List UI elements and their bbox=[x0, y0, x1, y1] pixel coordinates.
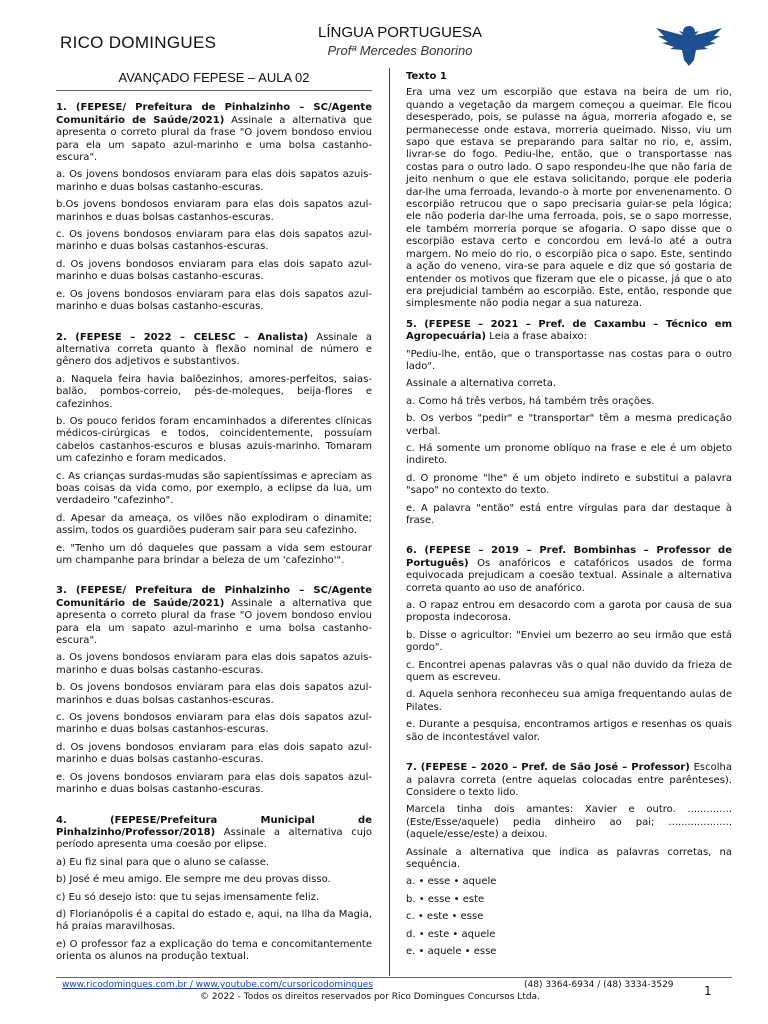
question-5-statement bbox=[406, 319, 732, 344]
question-7-text: Marcela tinha dois amantes: Xavier e outro. ..............(Este/Esse/aquele) pedia dinheiro ao pai; .................... (aquele/esse/este) a deixou. bbox=[406, 804, 732, 841]
question-3-source: 3. (FEPESE/ Prefeitura de Pinhalzinho – SC/Agente Comunitário de Saúde/2021) bbox=[56, 585, 372, 609]
question-7-source: 7. (FEPESE – 2020 – Pref. de São José – Professor) bbox=[406, 762, 690, 774]
footer-rule bbox=[56, 977, 732, 978]
page-header bbox=[0, 0, 768, 78]
option-1e: e. Os jovens bondosos enviaram para elas dois sapatos azul-marinho e duas bolsas castanho-escuras. bbox=[56, 288, 372, 313]
option-3a: a. Os jovens bondosos enviaram para elas dois sapatos azuis-marinho e duas bolsas castanho-escuras. bbox=[56, 652, 372, 676]
option-2b: b. Os pouco feridos foram encaminhados a diferentes clínicas médicos-cirúrgicas e todos, coincidentemente, possuíam cabelos castanhos-escuros e blusas azuis-marinho. Tomaram um cafezinho e foram medicados. bbox=[56, 415, 372, 465]
column-divider bbox=[389, 68, 390, 976]
eagle-logo-icon bbox=[654, 22, 724, 68]
option-4e: e) O professor faz a explicação do tema e concomitantemente orienta os alunos na produção textual. bbox=[56, 938, 372, 963]
question-6-stem: Os anafóricos e catafóricos usados de forma equivocada prejudicam a coesão textual. Assinale a alternativa correta quanto ao uso de anafórico. bbox=[406, 557, 732, 594]
left-column bbox=[56, 68, 372, 969]
footer-phone: (48) 3364-6934 / (48) 3334-3529 bbox=[524, 980, 674, 990]
question-7 bbox=[406, 762, 732, 958]
question-4-stem: Assinale a alternativa cujo período apresenta uma coesão por elipse. bbox=[56, 826, 372, 851]
option-5c: c. Há somente um pronome oblíquo na frase e ele é um objeto indireto. bbox=[406, 442, 732, 467]
question-5 bbox=[406, 319, 732, 528]
text-1-body: Era uma vez um escorpião que estava na beira de um rio, quando a vegetação da margem começou a queimar. Ele ficou desesperado, pois, se pulasse na água, morreria afogado e, se permanecesse onde estava, morreria queimado. Nisso, viu um sapo que estava se preparando para saltar no rio, e, assim, livrar-se do fogo. Pediu-lhe, então, que o transportasse nas costas para o outro lado. O sapo respondeu-lhe que não faria de jeito nenhum o que ele estava solicitando, porque ele poderia dar-lhe uma ferroada, levando-o à morte por envenenamento. O escorpião retrucou que o sapo precisaria guiar-se pela lógica; ele não poderia dar-lhe uma ferroada, pois, se o sapo morresse, ele também morreria porque se afogaria. O sapo disse que o escorpião estava certo e concordou em levá-lo até a outra margem. No meio do rio, o escorpião pica o sapo. Este, sentindo a ação do veneno, vira-se para aquele e diz que só gostaria de entender os motivos que fizeram que ele o picasse, já que o ato era prejudicial também ao escorpião. Este, então, responde que simplesmente não podia negar a sua natureza. bbox=[406, 87, 732, 310]
question-5-instruction: Assinale a alternativa correta. bbox=[406, 378, 557, 390]
right-column bbox=[406, 68, 732, 963]
option-5e: e. A palavra "então" está entre vírgulas para dar destaque à frase. bbox=[406, 502, 732, 526]
option-2d: d. Apesar da ameaça, os vilões não explodiram o dinamite; assim, todos os guardiões puderam sair para seu cafezinho. bbox=[56, 512, 372, 537]
option-7d: d. • este • aquele bbox=[406, 928, 496, 940]
option-1c: c. Os jovens bondosos enviaram para elas dois sapatos azul-marinho e duas bolsas castanhos-escuras. bbox=[56, 229, 372, 253]
footer-links[interactable]: www.ricodomingues.com.br / www.youtube.com/cursoricodomingues bbox=[62, 980, 374, 990]
footer-copyright: © 2022 - Todos os direitos reservados por Rico Domingues Concursos Ltda. bbox=[200, 992, 540, 1002]
question-7-instruction: Assinale a alternativa que indica as palavras corretas, na sequência. bbox=[406, 846, 732, 870]
question-3 bbox=[56, 585, 372, 796]
option-6a: a. O rapaz entrou em desacordo com a garota por causa de sua proposta indecorosa. bbox=[406, 600, 732, 624]
question-3-statement bbox=[56, 585, 372, 647]
question-3-stem: Assinale a alternativa que apresenta o correto plural da frase "O jovem bondoso enviou para ela um sapato azul-marinho e uma bolsa castanho-escura". bbox=[56, 597, 372, 647]
option-3b: b. Os jovens bondosos enviaram para elas dois sapatos azul-marinhos e duas bolsas castanhos-escuras. bbox=[56, 682, 372, 706]
option-7c: c. • este • esse bbox=[406, 911, 484, 923]
question-2-statement bbox=[56, 332, 372, 369]
option-5d: d. O pronome "lhe" é um objeto indireto e substitui a palavra "sapo" no contexto do texto. bbox=[406, 472, 732, 497]
question-2-stem: Assinale a alternativa correta quanto à flexão nominal de número e gênero dos adjetivos e substantivos. bbox=[56, 331, 373, 368]
lesson-title: AVANÇADO FEPESE – AULA 02 bbox=[118, 70, 310, 85]
option-7b: b. • esse • este bbox=[406, 893, 485, 905]
question-5-source: 5. (FEPESE – 2021 – Pref. de Caxambu – Técnico em Agropecuária) bbox=[406, 318, 732, 343]
question-4-statement bbox=[56, 815, 372, 852]
question-4 bbox=[56, 815, 372, 964]
question-4-source: 4. (FEPESE/Prefeitura Municipal de Pinhalzinho/Professor/2018) bbox=[56, 814, 372, 838]
question-1 bbox=[56, 102, 372, 313]
option-7e: e. • aquele • esse bbox=[406, 945, 497, 957]
brand-name: RICO DOMINGUES bbox=[60, 33, 217, 52]
option-4a: a) Eu fiz sinal para que o aluno se calasse. bbox=[56, 856, 270, 868]
option-1d: d. Os jovens bondosos enviaram para elas dois sapato azul-marinho e duas bolsas castanho-escuras. bbox=[56, 258, 372, 283]
question-5-stem: Leia a frase abaixo: bbox=[486, 331, 588, 343]
option-6b: b. Disse o agricultor: "Enviei um bezerro ao seu irmão que está gordo". bbox=[406, 629, 732, 654]
question-7-statement bbox=[406, 762, 732, 799]
question-6-statement bbox=[406, 545, 732, 595]
option-4c: c) Eu só desejo isto: que tu sejas imensamente feliz. bbox=[56, 891, 320, 903]
option-5a: a. Como há três verbos, há também três orações. bbox=[406, 395, 655, 407]
option-4b: b) José é meu amigo. Ele sempre me deu provas disso. bbox=[56, 874, 331, 886]
option-5b: b. Os verbos "pedir" e "transportar" têm a mesma predicação verbal. bbox=[406, 413, 732, 437]
teacher-name: Profª Mercedes Bonorino bbox=[327, 43, 473, 58]
question-1-stem: Assinale a alternativa que apresenta o correto plural da frase "O jovem bondoso enviou para ela um sapato azul-marinho e uma bolsa castanho-escura". bbox=[56, 114, 372, 164]
question-2 bbox=[56, 332, 372, 568]
question-6 bbox=[406, 545, 732, 744]
subject-title: LÍNGUA PORTUGUESA bbox=[318, 24, 482, 41]
question-2-source: 2. (FEPESE – 2022 – CELESC – Analista) bbox=[56, 331, 309, 343]
option-3e: e. Os jovens bondosos enviaram para elas dois sapatos azul-marinho e duas bolsas castanho-escuras. bbox=[56, 771, 372, 796]
option-3d: d. Os jovens bondosos enviaram para elas dois sapato azul-marinho e duas bolsas castanho-escuras. bbox=[56, 741, 372, 766]
page-number: 1 bbox=[704, 984, 712, 998]
option-3c: c. Os jovens bondosos enviaram para elas dois sapatos azul-marinho e duas bolsas castanhos-escuras. bbox=[56, 712, 372, 736]
option-6c: c. Encontrei apenas palavras vãs o qual não duvido da frieza de quem as escreveu. bbox=[406, 659, 732, 684]
option-6d: d. Aquela senhora reconheceu sua amiga frequentando aulas de Pilates. bbox=[406, 689, 732, 713]
option-4d: d) Florianópolis é a capital do estado e, aqui, na Ilha da Magia, há praias maravilhosas. bbox=[56, 908, 372, 933]
option-2a: a. Naquela feira havia balõezinhos, amores-perfeitos, saias-balão, pombos-correio, pés-de-moleques, beija-flores e cafezinhos. bbox=[56, 373, 372, 410]
option-2c: c. As crianças surdas-mudas são sapientíssimas e apreciam as boas coisas da vida como, por exemplo, a eclipse da lua, um verdadeiro "cafezinho". bbox=[56, 470, 372, 507]
question-1-statement bbox=[56, 102, 372, 164]
option-1a: a. Os jovens bondosos enviaram para elas dois sapatos azuis-marinho e duas bolsas castanho-escuras. bbox=[56, 169, 372, 193]
option-7a: a. • esse • aquele bbox=[406, 876, 497, 888]
option-2e: e. "Tenho um dó daqueles que passam a vida sem estourar um champanhe para brindar a beleza de um 'cafezinho'". bbox=[56, 542, 372, 566]
option-6e: e. Durante a pesquisa, encontramos artigos e resenhas os quais são de incontestável valor. bbox=[406, 719, 732, 743]
question-7-stem: Escolha a palavra correta (entre aquelas colocadas entre parênteses). Considere o texto lido. bbox=[406, 762, 732, 798]
option-1b: b.Os jovens bondosos enviaram para elas dois sapatos azul-marinhos e duas bolsas castanhos-escuras. bbox=[56, 199, 372, 223]
title-rule bbox=[56, 90, 372, 91]
question-5-quote: "Pediu-lhe, então, que o transportasse nas costas para o outro lado". bbox=[406, 348, 732, 372]
text-1-title: Texto 1 bbox=[406, 71, 447, 82]
question-1-source: 1. (FEPESE/ Prefeitura de Pinhalzinho – SC/Agente Comunitário de Saúde/2021) bbox=[56, 102, 372, 126]
question-6-source: 6. (FEPESE – 2019 – Pref. Bombinhas – Professor de Português) bbox=[406, 545, 732, 569]
